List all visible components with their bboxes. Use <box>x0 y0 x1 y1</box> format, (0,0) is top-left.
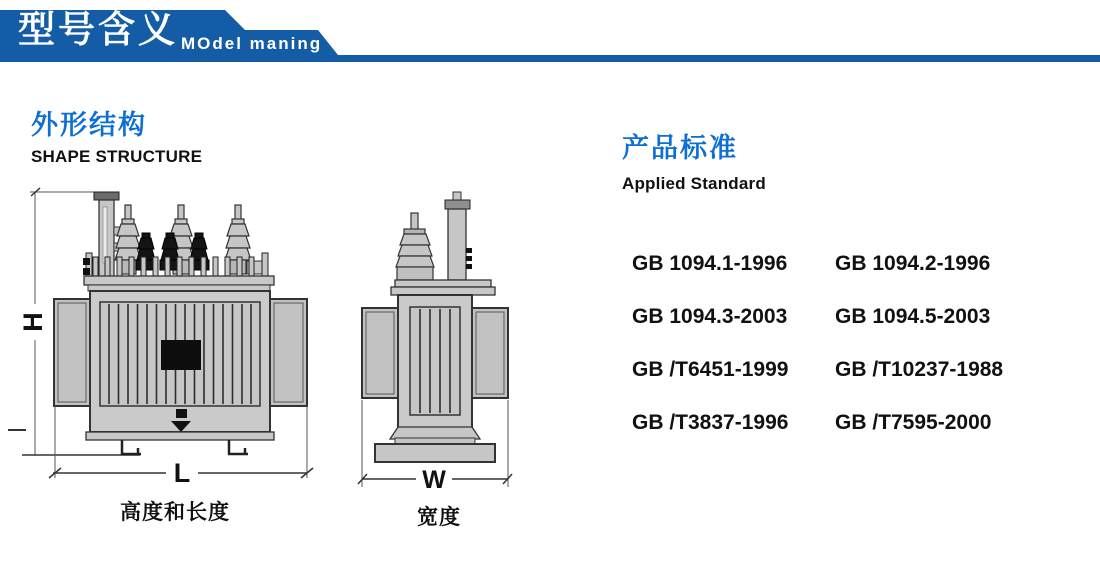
shape-structure-title-en: SHAPE STRUCTURE <box>31 147 203 166</box>
transformer-front-view-diagram <box>0 185 340 485</box>
shape-structure-title-zh: 外形结构 <box>31 110 147 140</box>
right-radiator <box>270 299 307 406</box>
standard-item: GB 1094.5-2003 <box>835 305 991 328</box>
standard-item: GB /T7595-2000 <box>835 411 992 434</box>
width-dimension-label: W <box>422 466 446 490</box>
side-skirt <box>390 427 480 439</box>
standard-item: GB 1094.3-2003 <box>632 305 788 328</box>
base-plate <box>86 432 274 440</box>
left-foot <box>122 440 141 454</box>
side-view-caption: 宽度 <box>417 506 461 529</box>
length-dimension-label: L <box>173 458 191 485</box>
applied-standard-title-en: Applied Standard <box>622 174 766 193</box>
front-view-caption: 高度和长度 <box>120 501 230 524</box>
side-pedestal <box>375 444 495 462</box>
side-right-radiator <box>472 308 508 398</box>
standard-item: GB 1094.2-1996 <box>835 252 991 275</box>
standards-list <box>632 252 1065 464</box>
side-tank-lid <box>391 280 495 295</box>
right-foot <box>229 440 248 454</box>
standard-item: GB /T3837-1996 <box>632 411 789 434</box>
transformer-side-view-diagram <box>340 185 560 490</box>
height-dimension-label: H <box>18 312 49 332</box>
side-corrugated-fins <box>410 307 460 415</box>
left-radiator <box>54 299 90 406</box>
side-left-radiator <box>362 308 398 398</box>
side-cylinder-bushing <box>445 192 472 280</box>
applied-standard-title-zh: 产品标准 <box>622 133 738 163</box>
page-title: 型号含义 <box>18 9 178 50</box>
nameplate <box>161 340 201 370</box>
page-subtitle: MOdel maning <box>181 34 323 53</box>
standard-item: GB /T6451-1999 <box>632 358 789 381</box>
side-hv-bushing <box>396 213 434 280</box>
standard-item: GB 1094.1-1996 <box>632 252 788 275</box>
standard-item: GB /T10237-1988 <box>835 358 1004 381</box>
